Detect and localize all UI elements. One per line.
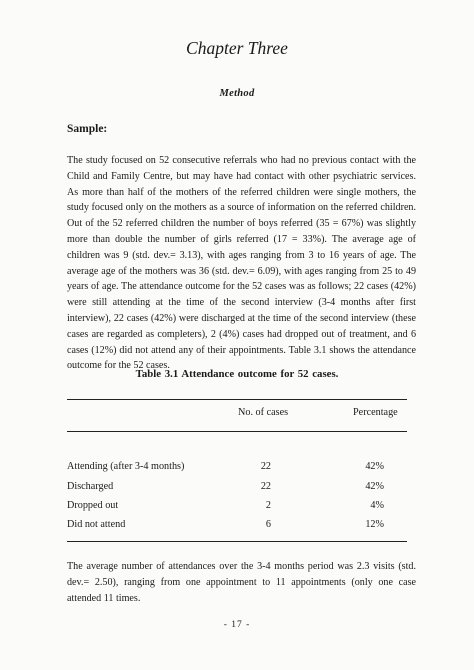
row-percentage: 42% <box>365 461 384 472</box>
table-row <box>0 519 474 533</box>
attendance-paragraph: The average number of attendances over the 3-4 months period was 2.3 visits (std. dev.= 2.50), ranging from one appointment to 11 appointments (only one case attended 11 times. <box>67 561 416 604</box>
chapter-title: Chapter Three <box>186 38 288 58</box>
row-label: Dropped out <box>67 500 119 511</box>
table-row <box>0 500 474 514</box>
table-bottom-rule <box>67 541 407 542</box>
row-percentage: 12% <box>365 519 384 530</box>
table-caption: Table 3.1 Attendance outcome for 52 cases. <box>135 368 339 380</box>
row-cases: 22 <box>260 461 271 472</box>
table-header-cases: No. of cases <box>238 407 289 418</box>
row-label: Attending (after 3-4 months) <box>67 461 185 472</box>
sample-subheading: Sample: <box>67 123 108 135</box>
table-header-percentage: Percentage <box>353 407 398 418</box>
table-header-rule <box>67 431 407 432</box>
table-row <box>0 481 474 495</box>
row-percentage: 4% <box>370 500 384 511</box>
table-top-rule <box>67 399 407 400</box>
row-cases: 2 <box>265 500 271 511</box>
row-cases: 22 <box>260 481 271 492</box>
table-row <box>0 461 474 475</box>
section-title: Method <box>219 88 255 99</box>
row-label: Discharged <box>67 481 114 492</box>
sample-paragraph: The study focused on 52 consecutive referrals who had no previous contact with the Child and Family Centre, but may have had contact with other psychiatric services. As more than half of the mothers of the referred children were single mothers, the study focused only on the mothers as a source of information on the referred children. Out of the 52 referred children the number of boys referred (35 = 67%) was slightly more than double the number of girls referred (17 = 33%). The average age of children was 9 (std. dev.= 3.13), with ages ranging from 3 to 16 years of age. The average age of the mothers was 36 (std. dev.= 6.09), with ages ranging from 25 to 49 years of age. The attendance outcome for the 52 cases was as follows; 22 cases (42%) were still attending at the time of the second interview (3-4 months after first interview), 22 cases (42%) were discharged at the time of the second interview (these cases are regarded as completers), 2 (4%) cases had dropped out of treatment, and 6 cases (12%) did not attend any of their appointments. Table 3.1 shows the attendance outcome for the 52 cases. <box>67 155 416 372</box>
row-cases: 6 <box>265 519 271 530</box>
page-number: - 17 - <box>223 620 251 630</box>
row-label: Did not attend <box>67 519 126 530</box>
row-percentage: 42% <box>365 481 384 492</box>
